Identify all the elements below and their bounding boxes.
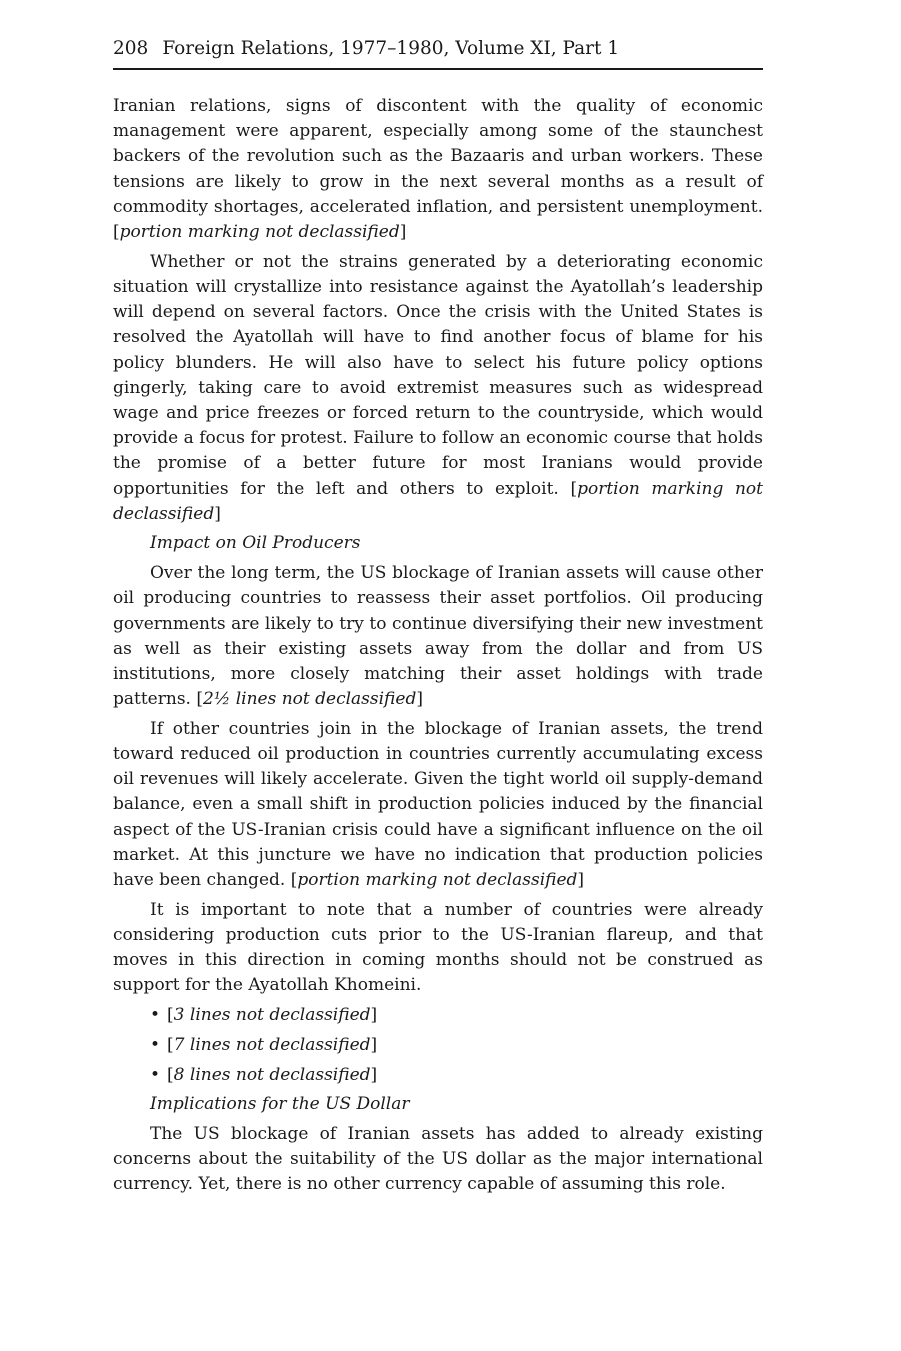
declassification-note: portion marking not declassified (297, 870, 578, 891)
paragraph: Over the long term, the US blockage of Iranian assets will cause other oil producing countries to reassess their asset portfolios. Oil producing governments are likely to try to continue diversifying their new investment as well as their existing assets away from the dollar and from US institutions, more closely matching their asset holdings with trade patterns. [2½ lines not declassified] (113, 563, 763, 710)
paragraph-text: If other countries join in the blockage of Iranian assets, the trend toward reduced oil production in countries currently accumulating excess oil revenues will likely accelerate. Given the tight world oil supply-demand balance, even a small shift in production policies induced by the financial aspect of the US-Iranian crisis could have a significant influence on the oil market. At this juncture we have no indication that production policies have been changed. (113, 718, 763, 891)
paragraph-text: Whether or not the strains generated by a deteriorating economic situation will crystallize into resistance against the Ayatollah’s leadership will depend on several factors. Once the crisis with the United States is resolved the Ayatollah will have to find another focus of blame for his policy blunders. He will also have to select his future policy options gingerly, taking care to avoid extremist measures such as widespread wage and price freezes or forced return to the countryside, which would provide a focus for protest. Failure to follow an economic course that holds the promise of a better future for most Iranians would provide opportunities for the left and others to exploit. (113, 251, 763, 499)
running-head (113, 36, 763, 70)
section-subhead: Impact on Oil Producers (150, 533, 361, 554)
paragraph: If other countries join in the blockage of Iranian assets, the trend toward reduced oil production in countries currently accumulating excess oil revenues will likely accelerate. Given the tight world oil supply-demand balance, even a small shift in production policies induced by the financial aspect of the US-Iranian crisis could have a significant influence on the oil market. At this juncture we have no indication that production policies have been changed. [portion marking not declassified] (113, 718, 763, 891)
bullet-icon: • (150, 1064, 161, 1085)
declassification-note: portion marking not declassified (113, 478, 763, 524)
document-page (113, 36, 763, 1202)
paragraph-text: The US blockage of Iranian assets has added to already existing concerns about the suitability of the US dollar as the major international currency. Yet, there is no other currency capable of assuming this role. (113, 1123, 763, 1195)
list-item: • [8 lines not declassified] (150, 1064, 378, 1085)
bullet-icon: • (150, 1034, 161, 1055)
paragraph: Iranian relations, signs of discontent with the quality of economic management were apparent, especially among some of the staunchest backers of the revolution such as the Bazaaris and urban workers. These tensions are likely to grow in the next several months as a result of commodity shortages, accelerated inflation, and persistent unemployment. [portion marking not declassified] (113, 96, 763, 243)
paragraph (113, 1122, 763, 1198)
body-text (113, 94, 763, 1198)
paragraph-text: It is important to note that a number of countries were already considering production cuts prior to the US-Iranian flareup, and that moves in this direction in coming months should not be construed as support for the Ayatollah Khomeini. (113, 899, 763, 996)
declassification-note: 8 lines not declassified (173, 1064, 371, 1085)
list-item: • [3 lines not declassified] (150, 1005, 378, 1026)
paragraph-text: Iranian relations, signs of discontent with the quality of economic management were apparent, especially among some of the staunchest backers of the revolution such as the Bazaaris and urban workers. These tensions are likely to grow in the next several months as a result of commodity shortages, accelerated inflation, and persistent unemployment. (113, 96, 763, 217)
section-subhead: Implications for the US Dollar (150, 1094, 410, 1115)
bullet-icon: • (150, 1005, 161, 1026)
list-item: • [7 lines not declassified] (150, 1034, 378, 1055)
paragraph: Whether or not the strains generated by a deteriorating economic situation will crystallize into resistance against the Ayatollah’s leadership will depend on several factors. Once the crisis with the United States is resolved the Ayatollah will have to find another focus of blame for his policy blunders. He will also have to select his future policy options gingerly, taking care to avoid extremist measures such as widespread wage and price freezes or forced return to the countryside, which would provide a focus for protest. Failure to follow an economic course that holds the promise of a better future for most Iranians would provide opportunities for the left and others to exploit. [portion marking not declassified] (113, 251, 763, 524)
bullet-list (113, 1003, 763, 1088)
declassification-note: portion marking not declassified (119, 222, 400, 243)
page-number: 208 (113, 38, 149, 59)
paragraph-text: Over the long term, the US blockage of Iranian assets will cause other oil producing countries to reassess their asset portfolios. Oil producing governments are likely to try to continue diversifying their new investment as well as their existing assets away from the dollar and from US institutions, more closely matching their asset holdings with trade patterns. (113, 563, 763, 710)
declassification-note: 3 lines not declassified (173, 1005, 371, 1026)
paragraph (113, 898, 763, 999)
running-title: Foreign Relations, 1977–1980, Volume XI, Part 1 (162, 38, 620, 59)
declassification-note: 7 lines not declassified (173, 1034, 371, 1055)
declassification-note: 2½ lines not declassified (203, 689, 417, 710)
